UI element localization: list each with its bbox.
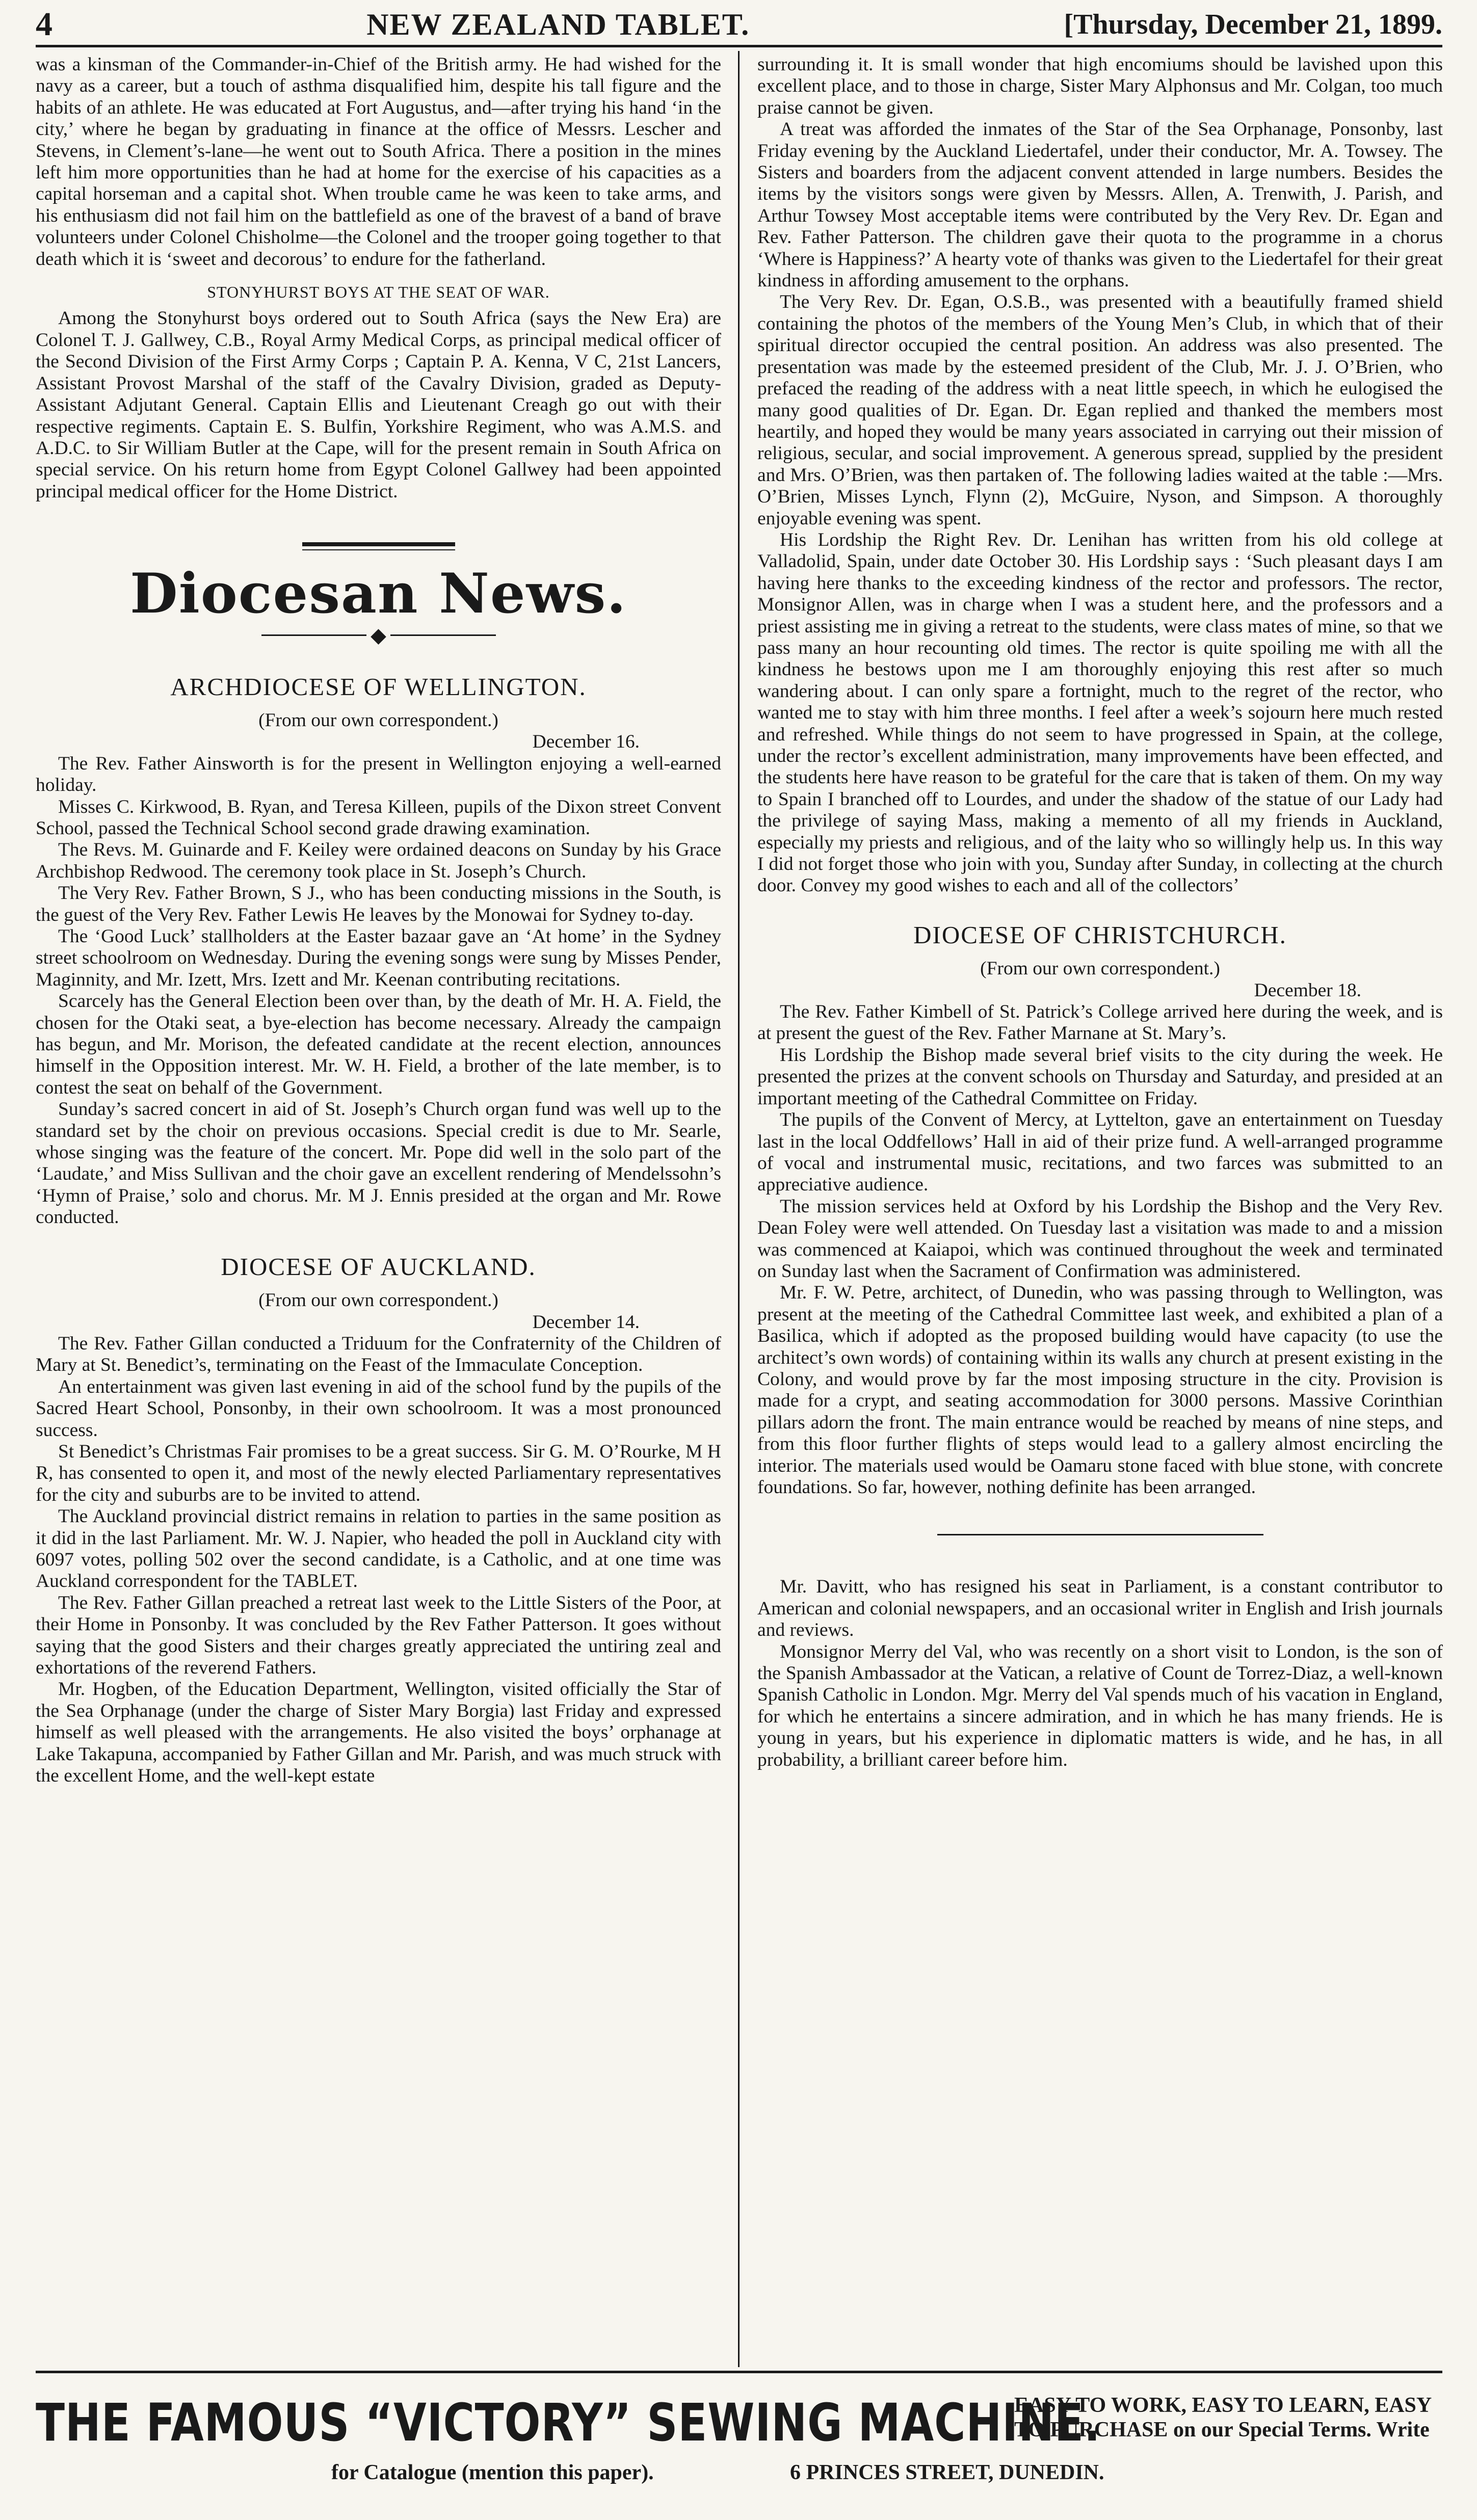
column-divider <box>738 51 740 2367</box>
stonyhurst-heading: STONYHURST BOYS AT THE SEAT OF WAR. <box>207 283 550 302</box>
christchurch-paragraph: Mr. F. W. Petre, architect, of Dunedin, who was passing through to Wellington, was present at the meeting of the Cathedral Committee last week, and exhibited a plan of a Basilica, which if adopted as the proposed building would have capacity (to use the architect’s own words) of containing within its walls any church at present existing in the Colony, and would prove by far the most imposing structure in the city. Provision is made for a crypt, and seating accommodation for 3000 persons. Massive Corinthian pillars adorn the front. The main entrance would be reached by means of nine steps, and from this floor further flights of steps would lead to a gallery almost encircling the interior. The materials used would be Oamaru stone faced with blue stone, with concrete foundations. So far, however, nothing definite has been arranged. <box>757 1282 1443 1498</box>
banner-rule-thick <box>302 542 455 546</box>
auckland-continued-paragraph: A treat was afforded the inmates of the Star of the Sea Orphanage, Ponsonby, last Friday evening by the Auckland Liedertafel, under their conductor, Mr. A. Towsey. The Sisters and boarders from the adjacent convent attended in large numbers. Besides the items by the visitors songs were given by Messrs. Allen, A. Trenwith, J. Parish, and Arthur Towsey Most acceptable items were contributed by the Very Rev. Dr. Egan and Rev. Father Patterson. The children gave their quota to the programme in a chorus ‘Where is Happiness?’ A hearty vote of thanks was given to the Liedertafel for their great kindness in affording amusement to the orphans. <box>757 119 1443 291</box>
auckland-paragraph: An entertainment was given last evening in aid of the school fund by the pupils of the Sacred Heart School, Ponsonby, in their own schoolroom. It was a most pronounced success. <box>36 1376 721 1441</box>
christchurch-paragraph: The mission services held at Oxford by his Lordship the Bishop and the Very Rev. Dean Foley were well attended. On Tuesday last a visitation was made to and a mission was commenced at Kaiapoi, which was continued throughout the week and terminated on Sunday last when the Sacrament of Confirmation was administered. <box>757 1196 1443 1282</box>
auckland-continued-paragraph: surrounding it. It is small wonder that high encomiums should be lavished upon this excellent place, and to those in charge, Sister Mary Alphonsus and Mr. Colgan, too much praise cannot be given. <box>757 54 1443 118</box>
ornament-line-left <box>261 634 367 636</box>
ad-side-line: TO PURCHASE on our Special Terms. Write <box>1014 2418 1430 2442</box>
auckland-correspondent: (From our own correspondent.) <box>258 1290 498 1311</box>
auckland-continued-paragraph: His Lordship the Right Rev. Dr. Lenihan has written from his old college at Valladolid, Spain, under date October 30. His Lordship says : ‘Such pleasant days I am having here thanks to the exceeding kindness of the rector and professors. The rector, Monsignor Allen, was in charge when I was a student here, and the professors and a priest assisting me in giving a retreat to the students, were class mates of mine, so that we pass many an hour recounting old times. The rector is quite spoiling me with all the kindness he bestows upon me I am thoroughly enjoying this rest after so much wandering about. I can only spare a fortnight, much to the regret of the rector, who wanted me to stay with him three months. I feel after a week’s sojourn here much rested and refreshed. While things do not seem to have progressed in Spain, at the college, under the rector’s excellent administration, many improvements have been effected, and the students here have reason to be grateful for the care that is taken of them. On my way to Spain I branched off to Lourdes, and under the shadow of the statue of our Lady had the privilege of saying Mass, making a memento of all my friends in Auckland, especially my priests and religious, and of the laity who so willingly help us. In this way I did not forget those who join with you, Sunday after Sunday, in collecting at the church door. Convey my good wishes to each and all of the collectors’ <box>757 529 1443 896</box>
wellington-paragraph: The Rev. Father Ainsworth is for the present in Wellington enjoying a well-earned holiday. <box>36 753 721 796</box>
masthead <box>36 4 1442 47</box>
news-item: Monsignor Merry del Val, who was recently on a short visit to London, is the son of the Spanish Ambassador at the Vatican, a relative of Count de Torrez-Diaz, a well-known Spanish Catholic in London. Mgr. Merry del Val spends much of his vacation in England, for which he entertains a sincere admiration, and in which he has many friends. He is young in years, but his experience in diplomatic matters is wide, and he has, in all probability, a brilliant career before him. <box>757 1641 1443 1770</box>
auckland-date: December 14. <box>532 1311 640 1333</box>
right-column <box>757 54 1443 1771</box>
wellington-heading: ARCHDIOCESE OF WELLINGTON. <box>170 672 587 701</box>
ad-side-line: EASY TO WORK, EASY TO LEARN, EASY <box>1014 2394 1432 2417</box>
auckland-heading: DIOCESE OF AUCKLAND. <box>221 1252 536 1281</box>
stonyhurst-paragraph: Among the Stonyhurst boys ordered out to South Africa (says the New Era) are Colonel T. J. Gallwey, C.B., Royal Army Medical Corps, as principal medical officer of the Second Division of the First Army Corps ; Captain P. A. Kenna, V C, 21st Lancers, Assistant Provost Marshal of the staff of the Cavalry Division, graded as Deputy-Assistant Adjutant General. Captain Ellis and Lieutenant Creagh go out with their respective regiments. Captain E. S. Bulfin, Yorkshire Regiment, who was A.M.S. and A.D.C. to Sir William Butler at the Cape, will for the present remain in South Africa on special service. On his return home from Egypt Colonel Gallwey had been appointed principal medical officer for the Home District. <box>36 308 721 502</box>
wellington-paragraph: Sunday’s sacred concert in aid of St. Joseph’s Church organ fund was well up to the standard set by the choir on previous occasions. Special credit is due to Mr. Searle, whose singing was the feature of the concert. Mr. Pope did well in the solo part of the ‘Laudate,’ and Miss Sullivan and the choir gave an excellent rendering of Mendelssohn’s ‘Hymn of Praise,’ solo and chorus. Mr. M J. Ennis presided at the organ and Mr. Rowe conducted. <box>36 1099 721 1228</box>
banner-rule-thin <box>302 549 455 550</box>
sewing-machine-advertisement <box>36 2390 1442 2507</box>
ad-side-text <box>1014 2393 1442 2442</box>
christchurch-paragraph: The pupils of the Convent of Mercy, at Lyttelton, gave an entertainment on Tuesday last in the local Oddfellows’ Hall in aid of their prize fund. A well-arranged programme of vocal and instrumental music, recitations, and two farces was submitted to an appreciative audience. <box>757 1109 1443 1196</box>
footer-rule <box>36 2371 1442 2373</box>
diocesan-news-title: Diocesan News. <box>130 562 627 626</box>
section-divider <box>937 1534 1263 1535</box>
ad-headline: THE FAMOUS “VICTORY” SEWING MACHINE. <box>36 2393 1101 2453</box>
ad-address: 6 PRINCES STREET, DUNEDIN. <box>790 2461 1104 2484</box>
ad-catalogue-text: for Catalogue (mention this paper). <box>331 2461 654 2484</box>
wellington-correspondent: (From our own correspondent.) <box>258 709 498 731</box>
christchurch-correspondent: (From our own correspondent.) <box>980 958 1220 979</box>
christchurch-heading: DIOCESE OF CHRISTCHURCH. <box>913 920 1287 949</box>
diamond-icon: ◆ <box>371 623 386 647</box>
issue-date: [Thursday, December 21, 1899. <box>1064 9 1442 40</box>
wellington-paragraph: Scarcely has the General Election been over than, by the death of Mr. H. A. Field, the chosen for the Otaki seat, a bye-election has become necessary. Already the campaign has begun, and Mr. Morison, the defeated candidate at the recent election, announces himself in the Opposition interest. Mr. W. H. Field, a brother of the late member, is to contest the seat on behalf of the Government. <box>36 991 721 1098</box>
christchurch-paragraph: The Rev. Father Kimbell of St. Patrick’s College arrived here during the week, and is at present the guest of the Rev. Father Marnane at St. Mary’s. <box>757 1001 1443 1044</box>
auckland-paragraph: St Benedict’s Christmas Fair promises to be a great success. Sir G. M. O’Rourke, M H R, has consented to open it, and most of the newly elected Parliamentary representatives for the city and suburbs are to be invited to attend. <box>36 1441 721 1505</box>
christchurch-paragraph: His Lordship the Bishop made several brief visits to the city during the week. He presented the prizes at the convent schools on Thursday and Saturday, and presided at an important meeting of the Cathedral Committee on Friday. <box>757 1044 1443 1109</box>
left-column <box>36 54 721 1787</box>
wellington-paragraph: The Very Rev. Father Brown, S J., who has been conducting missions in the South, is the guest of the Very Rev. Father Lewis He leaves by the Monowai for Sydney to-day. <box>36 883 721 925</box>
auckland-paragraph: The Rev. Father Gillan conducted a Triduum for the Confraternity of the Children of Mary at St. Benedict’s, terminating on the Feast of the Immaculate Conception. <box>36 1333 721 1376</box>
newspaper-title: NEW ZEALAND TABLET. <box>366 7 750 41</box>
auckland-continued-paragraph: The Very Rev. Dr. Egan, O.S.B., was presented with a beautifully framed shield containing the photos of the members of the Young Men’s Club, in which that of their spiritual director occupied the central position. An address was also presented. The presentation was made by the esteemed president of the Club, Mr. J. J. O’Brien, who prefaced the reading of the address with a neat little speech, in which he eulogised the many good qualities of Dr. Egan. Dr. Egan replied and thanked the members most heartily, and hoped they would be many years associated in carrying out their mission of religious, secular, and social improvement. A generous spread, supplied by the president and Mrs. O’Brien, was then partaken of. The following ladies waited at the table :—Mrs. O’Brien, Misses Lynch, Flynn (2), McGuire, Nyson, and Simpson. A thoroughly enjoyable evening was spent. <box>757 291 1443 529</box>
diamond-ornament <box>261 625 496 646</box>
news-item: Mr. Davitt, who has resigned his seat in Parliament, is a constant contributor to American and colonial newspapers, and an occasional writer in English and Irish journals and reviews. <box>757 1576 1443 1641</box>
wellington-date: December 16. <box>532 731 640 753</box>
auckland-paragraph: Mr. Hogben, of the Education Department, Wellington, visited officially the Star of the Sea Orphanage (under the charge of Sister Mary Borgia) last Friday and expressed himself as well pleased with the arrangements. He also visited the boys’ orphanage at Lake Takapuna, accompanied by Father Gillan and Mr. Parish, and was much struck with the excellent Home, and the well-kept estate <box>36 1679 721 1787</box>
diocesan-news-banner <box>36 542 721 645</box>
wellington-paragraph: Misses C. Kirkwood, B. Ryan, and Teresa Killeen, pupils of the Dixon street Convent School, passed the Technical School second grade drawing examination. <box>36 796 721 839</box>
wellington-paragraph: The Revs. M. Guinarde and F. Keiley were ordained deacons on Sunday by his Grace Archbishop Redwood. The ceremony took place in St. Joseph’s Church. <box>36 839 721 882</box>
ornament-line-right <box>390 634 496 636</box>
auckland-paragraph: The Auckland provincial district remains in relation to parties in the same position as it did in the last Parliament. Mr. W. J. Napier, who headed the poll in Auckland city with 6097 votes, polling 502 over the second candidate, is a Catholic, and at one time was Auckland correspondent for the TABLET. <box>36 1506 721 1592</box>
page-number: 4 <box>36 6 52 43</box>
christchurch-date: December 18. <box>1254 979 1361 1001</box>
auckland-paragraph: The Rev. Father Gillan preached a retreat last week to the Little Sisters of the Poor, at their Home in Ponsonby. It was concluded by the Rev Father Patterson. It goes without saying that the good Sisters and their charges greatly appreciated the untiring zeal and exhortations of the reverend Fathers. <box>36 1592 721 1678</box>
intro-paragraph: was a kinsman of the Commander-in-Chief of the British army. He had wished for the navy as a career, but a touch of asthma disqualified him, despite his tall figure and the habits of an athlete. He was educated at Fort Augustus, and—after trying his hand ‘in the city,’ where he began by graduating in finance at the office of Messrs. Lescher and Stevens, in Clement’s-lane—he went out to South Africa. There a position in the mines left him more opportunities than he had at home for the exercise of his capacities as a capital horseman and a capital shot. When trouble came he was keen to take arms, and his enthusiasm did not fail him on the battlefield as one of the bravest of a band of brave volunteers under Colonel Chisholme—the Colonel and the trooper going together to that death which it is ‘sweet and decorous’ to endure for the fatherland. <box>36 54 721 270</box>
wellington-paragraph: The ‘Good Luck’ stallholders at the Easter bazaar gave an ‘At home’ in the Sydney street schoolroom on Wednesday. During the evening songs were sung by Misses Pender, Maginnity, and Mr. Izett, Mrs. Izett and Mr. Keenan contributing recitations. <box>36 926 721 990</box>
